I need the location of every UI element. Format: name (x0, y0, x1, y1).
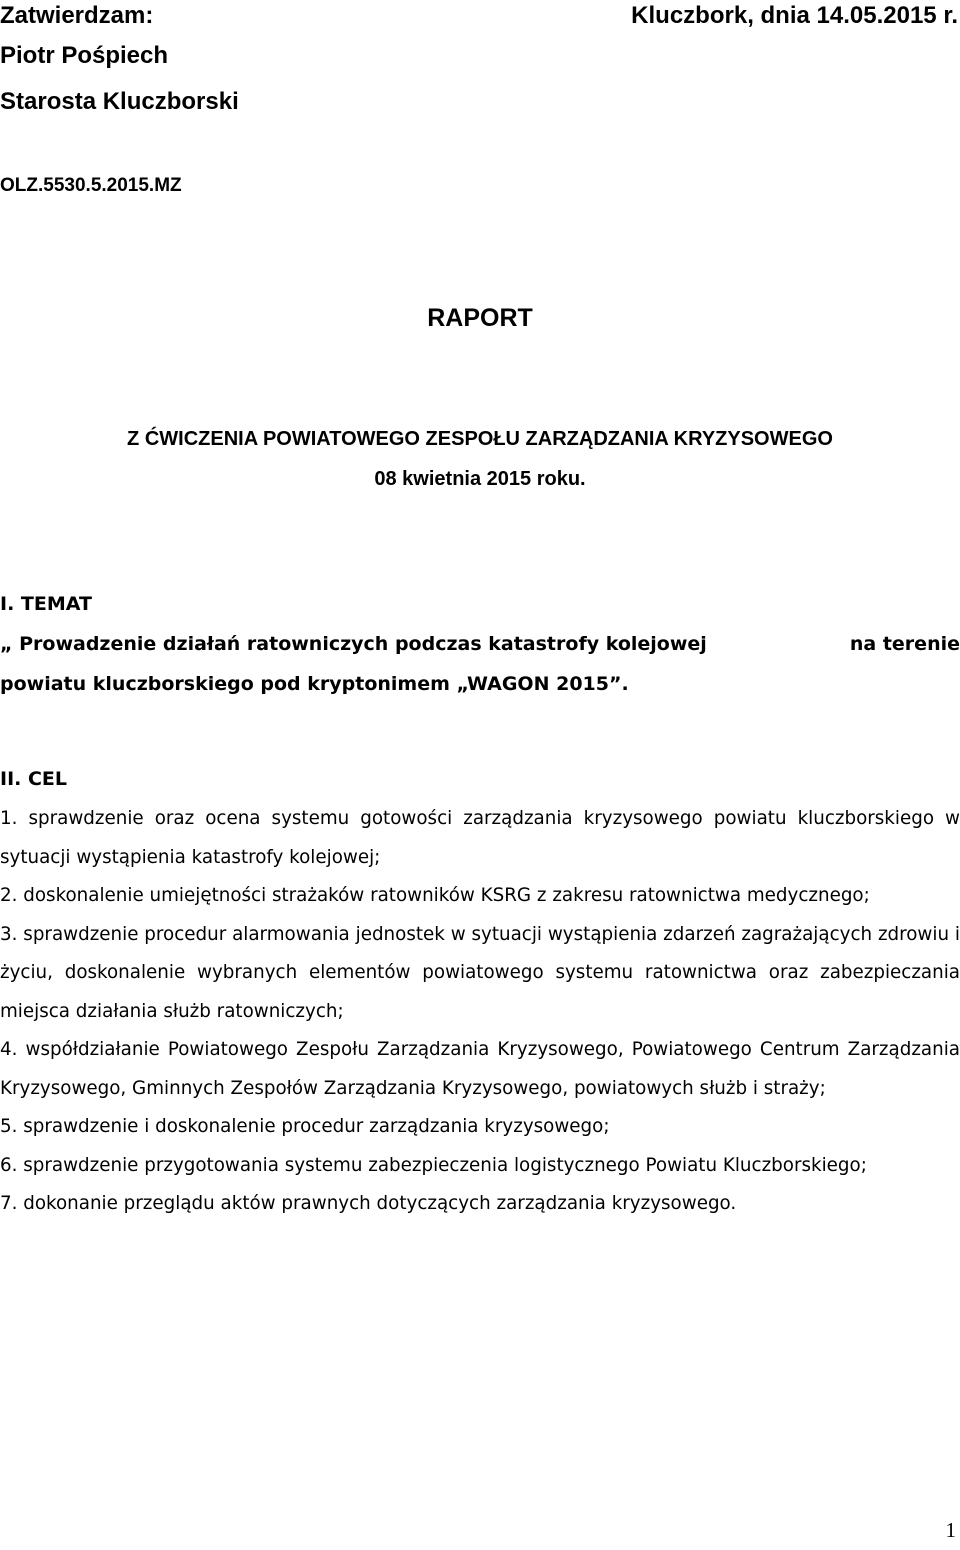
goal-item: 1. sprawdzenie oraz ocena systemu gotowości zarządzania kryzysowego powiatu kluczborskiego w sytuacji wystąpienia katastrofy kolejowej; (0, 808, 960, 868)
topic-line-1-end: na terenie (849, 633, 960, 655)
goal-item: 4. współdziałanie Powiatowego Zespołu Zarządzania Kryzysowego, Powiatowego Centrum Zarządzania Kryzysowego, Gminnych Zespołów Zarządzania Kryzysowego, powiatowych służb i straży; (0, 1039, 960, 1099)
signatory-title: Starosta Kluczborski (0, 88, 239, 115)
page-number: 1 (945, 1518, 956, 1542)
document-subtitle: Z ĆWICZENIA POWIATOWEGO ZESPOŁU ZARZĄDZANIA KRYZYSOWEGO (127, 428, 833, 450)
topic-line-2: powiatu kluczborskiego pod kryptonimem „WAGON 2015”. (0, 673, 629, 695)
document-title: RAPORT (427, 304, 533, 332)
section-goals-heading: II. CEL (0, 768, 68, 790)
topic-line-1: „ Prowadzenie działań ratowniczych podczas katastrofy kolejowej (0, 633, 707, 655)
reference-number: OLZ.5530.5.2015.MZ (0, 175, 182, 196)
goal-item: 7. dokonanie przeglądu aktów prawnych dotyczących zarządzania kryzysowego. (0, 1193, 737, 1214)
approval-label: Zatwierdzam: (0, 2, 154, 29)
exercise-date: 08 kwietnia 2015 roku. (374, 468, 586, 490)
goal-item: 2. doskonalenie umiejętności strażaków ratowników KSRG z zakresu ratownictwa medycznego; (0, 885, 870, 906)
section-topic-heading: I. TEMAT (0, 593, 92, 615)
goal-item: 3. sprawdzenie procedur alarmowania jednostek w sytuacji wystąpienia zdarzeń zagrażających zdrowiu i życiu, doskonalenie wybranych elementów powiatowego systemu ratownictwa oraz zabezpieczania miejsca działania służb ratowniczych; (0, 923, 960, 1022)
place-and-date: Kluczbork, dnia 14.05.2015 r. (631, 2, 958, 29)
goal-item: 6. sprawdzenie przygotowania systemu zabezpieczenia logistycznego Powiatu Kluczborskiego; (0, 1154, 867, 1176)
goals-list (0, 800, 960, 1224)
signatory-name: Piotr Pośpiech (0, 42, 169, 69)
goal-item: 5. sprawdzenie i doskonalenie procedur zarządzania kryzysowego; (0, 1116, 610, 1137)
